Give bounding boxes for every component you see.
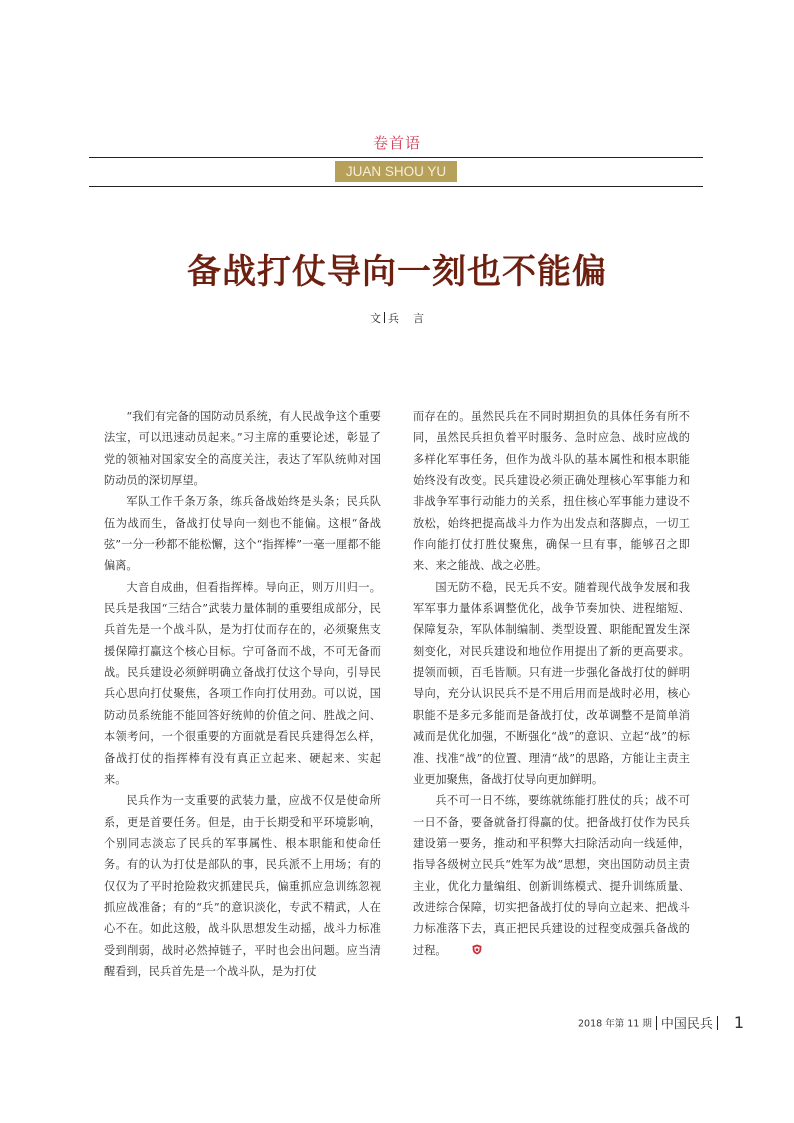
byline-separator <box>384 312 385 323</box>
paragraph-text: 兵不可一日不练，要练就练能打胜仗的兵；战不可一日不备，要备就备打得赢的仗。把备战打仗作为民兵建设第一要务，推动和平积弊大扫除活动向一线延伸，指导各级树立民兵“姓军为战”思想，突出国防动员主责主业，优化力量编组、创新训练模式、提升训练质量、改进综合保障，切实把备战打仗的导向立起来、把战斗力标准落下去，真正把民兵建设的过程变成强兵备战的过程。 <box>413 794 690 957</box>
page-footer <box>578 1012 744 1032</box>
paragraph: 军队工作千条万条，练兵备战始终是头条；民兵队伍为战而生，备战打仗导向一刻也不能偏。这根“备战弦”一分一秒都不能松懈，这个“指挥棒”一毫一厘都不能偏离。 <box>104 495 381 573</box>
author-name <box>388 312 424 325</box>
body-column-right <box>413 406 690 961</box>
article-title: 备战打仗导向一刻也不能偏 <box>187 252 607 292</box>
header-rule-top <box>89 157 703 158</box>
footer-divider <box>717 1016 718 1030</box>
shield-end-mark-icon <box>450 941 460 952</box>
paragraph: “我们有完备的国防动员系统，有人民战争这个重要法宝，可以迅速动员起来。”习主席的重要论述，彰显了党的领袖对国家安全的高度关注，表达了军队统帅对国防动员的深切厚望。 <box>104 410 381 488</box>
magazine-name: 中国民兵 <box>660 1017 713 1032</box>
page-number: 1 <box>733 1013 745 1032</box>
paragraph <box>413 790 690 961</box>
author-name-first: 兵 <box>388 312 399 325</box>
paragraph: 大音自成曲，但看指挥棒。导向正，则万川归一。民兵是我国“三结合”武装力量体制的重要组成部分，民兵首先是一个战斗队，是为打仗而存在的，必须聚焦支援保障打赢这个核心目标。宁可备而不战，不可无备而战。民兵建设必须鲜明确立备战打仗这个导向，引导民兵心思向打仗聚焦，各项工作向打仗用劲。可以说，国防动员系统能不能回答好统帅的价值之问、胜战之问、本领考问，一个很重要的方面就是看民兵建得怎么样，备战打仗的指挥棒有没有真正立起来、硬起来、实起来。 <box>104 580 381 786</box>
byline <box>0 310 794 326</box>
issue-label: 2018 年第 11 期 <box>578 1018 652 1030</box>
section-title-en: JUAN SHOU YU <box>335 161 457 182</box>
section-title-cn: 卷首语 <box>372 134 421 152</box>
body-column-left <box>104 406 381 982</box>
footer-divider <box>656 1016 657 1030</box>
paragraph: 民兵作为一支重要的武装力量，应战不仅是使命所系，更是首要任务。但是，由于长期受和平环境影响，个别同志淡忘了民兵的军事属性、根本职能和使命任务。有的认为打仗是部队的事，民兵派不上用场；有的仅仅为了平时抢险救灾抓建民兵，偏重抓应急训练忽视抓应战准备；有的“兵”的意识淡化，专武不精武，人在心不在。如此这般，战斗队思想发生动摇，战斗力标准受到削弱，战时必然掉链子，平时也会出问题。应当清醒看到，民兵首先是一个战斗队，是为打仗 <box>104 794 381 978</box>
paragraph: 国无防不稳，民无兵不安。随着现代战争发展和我军军事力量体系调整优化，战争节奏加快、进程缩短、保障复杂，军队体制编制、类型设置、职能配置发生深刻变化，对民兵建设和地位作用提出了新的更高要求。提领而顿，百毛皆顺。只有进一步强化备战打仗的鲜明导向，充分认识民兵不是不用后用而是战时必用，核心职能不是多元多能而是备战打仗，改革调整不是简单消减而是优化加强，不断强化“战”的意识、立起“战”的标准、找准“战”的位置、理清“战”的思路，方能让主责主业更加聚焦，备战打仗导向更加鲜明。 <box>413 580 690 786</box>
paragraph-continued: 而存在的。虽然民兵在不同时期担负的具体任务有所不同，虽然民兵担负着平时服务、急时应急、战时应战的多样化军事任务，但作为战斗队的基本属性和根本职能始终没有改变。民兵建设必须正确处理核心军事能力和非战争军事行动能力的关系，扭住核心军事能力建设不放松，始终把提高战斗力作为出发点和落脚点，一切工作向能打仗打胜仗聚焦，确保一旦有事，能够召之即来、来之能战、战之必胜。 <box>413 410 690 573</box>
byline-label: 文 <box>370 312 381 325</box>
header-rule-bottom <box>89 186 703 187</box>
author-name-second: 言 <box>413 312 424 325</box>
